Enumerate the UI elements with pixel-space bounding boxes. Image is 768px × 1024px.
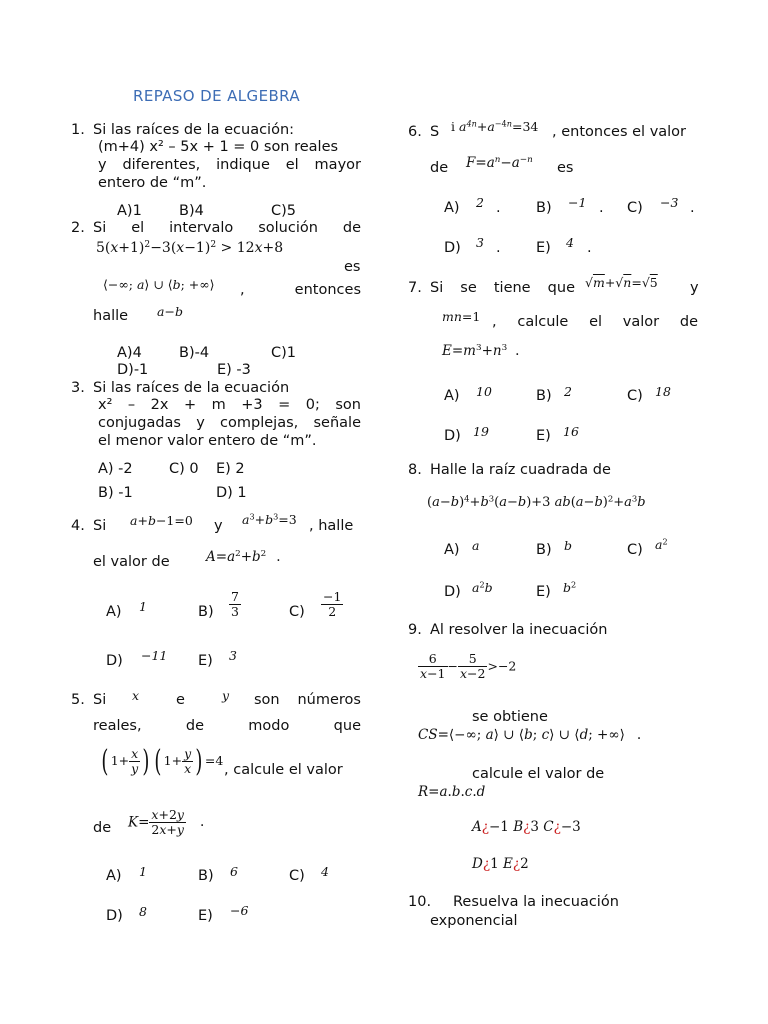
q1-text-line4: entero de “m”.	[98, 175, 207, 191]
q5-value-c: 4	[321, 864, 329, 879]
q5-label-d: D)	[106, 908, 123, 924]
q3-option-b: B) -1	[98, 485, 133, 501]
q3-text-line3: conjugadas y complejas, señale	[98, 415, 361, 431]
q5-condition-formula: ( 1+ $\frac{x}{y}$ ) ( 1+ $\frac{y}{x}$ ) =4	[101, 744, 224, 779]
q5-label-a: A)	[106, 868, 122, 884]
q10-text-line2: exponencial	[430, 913, 518, 929]
q3-option-d: D) 1	[216, 485, 247, 501]
q9-expression-R: R=a.b.c.d	[418, 784, 486, 800]
q8-value-a: a	[472, 538, 480, 553]
q8-label-a: A)	[444, 542, 460, 558]
q2-text-es: es	[344, 259, 361, 275]
q6-text-s: S	[430, 124, 440, 140]
q2-inequality-formula: $5(x+1)^2-3(x-1)^2 > 12x+8$	[96, 240, 284, 256]
q8-number: 8.	[408, 462, 422, 478]
q6-value-d: 3	[476, 235, 484, 250]
q2-interval-formula: ⟨−∞; a⟩ ∪ ⟨b; +∞⟩	[103, 277, 215, 292]
q8-text-line1: Halle la raíz cuadrada de	[430, 462, 611, 478]
q5-label-e: E)	[198, 908, 213, 924]
q8-label-d: D)	[444, 584, 461, 600]
q6-dot-c: .	[690, 200, 695, 216]
q6-expression-F: $F=a^n-a^{-n}$	[466, 155, 533, 171]
q4-label-d: D)	[106, 653, 123, 669]
q6-value-b: −1	[568, 195, 587, 210]
q5-number: 5.	[71, 692, 85, 708]
q9-text-obtiene: se obtiene	[472, 709, 548, 725]
q5-value-b: 6	[230, 864, 238, 879]
q4-expression-A: $A=a^2+b^2$ .	[206, 549, 281, 565]
q7-value-b: 2	[564, 384, 572, 399]
q5-value-e: −6	[230, 903, 249, 918]
q8-polynomial-formula: $(a-b)^4+b^3(a-b)+3$ $ab(a-b)^2+a^3b$	[427, 493, 646, 510]
q7-text-calcule: , calcule el valor de	[492, 314, 698, 330]
q6-dot-a: .	[496, 200, 501, 216]
q9-inequality-formula: $\frac{6}{x-1}$ − $\frac{5}{x-2}$ >−2	[420, 651, 517, 682]
q3-option-e: E) 2	[216, 461, 245, 477]
q6-text-entonces: , entonces el valor	[552, 124, 687, 140]
q4-text-halle: , halle	[309, 518, 354, 534]
q5-variable-x: x	[132, 688, 140, 703]
q4-text-valor: el valor de	[93, 554, 170, 570]
q6-value-c: −3	[660, 195, 679, 210]
q5-label-b: B)	[198, 868, 214, 884]
q8-label-c: C)	[627, 542, 643, 558]
q8-label-b: B)	[536, 542, 552, 558]
q4-condition-cubes: $a^3+b^3=3$	[242, 511, 297, 527]
q8-value-d: $a^2b$	[472, 579, 493, 595]
q7-label-d: D)	[444, 428, 461, 444]
q3-text-line4: el menor valor entero de “m”.	[98, 433, 317, 449]
q7-label-c: C)	[627, 388, 643, 404]
q1-text-line1: Si las raíces de la ecuación:	[93, 122, 295, 138]
q6-number: 6.	[408, 124, 422, 140]
q4-label-a: A)	[106, 604, 122, 620]
q7-value-e: 16	[563, 424, 579, 439]
q5-value-d: 8	[139, 904, 147, 919]
q7-expression-E: $E=m^3+n^3$ .	[442, 343, 520, 359]
q8-value-b: b	[564, 538, 573, 553]
q7-text-line1: Si se tiene que	[430, 280, 575, 296]
q2-text-line1: Si el intervalo solución de	[93, 220, 361, 236]
q1-number: 1.	[71, 122, 85, 138]
q5-value-a: 1	[139, 864, 147, 879]
q9-solution-set: CS=⟨−∞; a⟩ ∪ ⟨b; c⟩ ∪ ⟨d; +∞⟩ .	[418, 727, 642, 743]
q4-number: 4.	[71, 518, 85, 534]
q2-option-e: E) -3	[217, 362, 251, 378]
q4-value-b: $\frac{7}{3}$	[231, 589, 239, 620]
q9-text-calcule: calcule el valor de	[472, 766, 605, 782]
q2-option-b: B)-4	[179, 345, 210, 361]
q7-condition-sqrt: √m+√n=√5	[585, 275, 658, 290]
q9-number: 9.	[408, 622, 422, 638]
q1-option-b: B)4	[179, 203, 204, 219]
q1-option-a: A)1	[117, 203, 142, 219]
q7-label-b: B)	[536, 388, 552, 404]
q5-text-e: e	[176, 692, 185, 708]
q6-value-e: 4	[566, 235, 574, 250]
q4-text-y: y	[214, 518, 223, 534]
q1-option-c: C)5	[271, 203, 297, 219]
q10-number: 10.	[408, 894, 432, 910]
q2-option-c: C)1	[271, 345, 297, 361]
q2-option-d: D)-1	[117, 362, 149, 378]
q4-condition-sum: a+b−1=0	[130, 513, 193, 528]
q6-label-a: A)	[444, 200, 460, 216]
q3-text-line2: x² – 2x + m +3 = 0; son	[98, 397, 361, 413]
q3-option-a: A) -2	[98, 461, 133, 477]
q6-text-de: de	[430, 160, 449, 176]
q5-text-son: son números	[254, 692, 361, 708]
q4-value-d: −11	[141, 648, 168, 663]
q7-condition-mn: mn=1	[442, 309, 481, 324]
q2-expression-a-minus-b: a−b	[157, 304, 183, 319]
q6-dot-e: .	[587, 240, 592, 256]
q6-text-es: es	[557, 160, 574, 176]
q4-label-c: C)	[289, 604, 305, 620]
q6-label-b: B)	[536, 200, 552, 216]
q5-expression-K: K= $\frac{x+2y}{2x+y}$ .	[128, 807, 205, 838]
q1-text-line2: (m+4) x² – 5x + 1 = 0 son reales	[98, 139, 339, 155]
q2-text-halle: halle	[93, 308, 129, 324]
page-title: REPASO DE ALGEBRA	[133, 87, 301, 105]
q7-value-c: 18	[655, 384, 671, 399]
q6-value-a: 2	[476, 195, 484, 210]
q8-label-e: E)	[536, 584, 551, 600]
q4-value-a: 1	[139, 599, 147, 614]
q6-dot-d: .	[496, 240, 501, 256]
q5-label-c: C)	[289, 868, 305, 884]
q5-text-de: de	[93, 820, 112, 836]
q3-text-line1: Si las raíces de la ecuación	[93, 380, 290, 396]
q8-value-e: $b^2$	[563, 579, 577, 595]
q6-condition-formula: i $a^{4n}+a^{-4n}=34$	[451, 118, 539, 134]
q2-number: 2.	[71, 220, 85, 236]
q4-value-e: 3	[229, 648, 237, 663]
q5-text-calcule: , calcule el valor	[224, 762, 343, 778]
q9-options-row1: A¿−1 B¿3 C¿−3	[472, 819, 581, 835]
q4-label-b: B)	[198, 604, 214, 620]
q2-option-a: A)4	[117, 345, 142, 361]
q9-text-line1: Al resolver la inecuación	[430, 622, 608, 638]
q6-dot-b: .	[599, 200, 604, 216]
q9-options-row2: D¿1 E¿2	[472, 856, 529, 872]
q5-text-si: Si	[93, 692, 107, 708]
q4-value-c: $\frac{-1}{2}$	[323, 589, 342, 620]
q5-variable-y: y	[222, 688, 230, 703]
q6-label-c: C)	[627, 200, 643, 216]
q4-text-si: Si	[93, 518, 107, 534]
q1-text-line3: y diferentes, indique el mayor	[98, 157, 361, 173]
q7-number: 7.	[408, 280, 422, 296]
q7-value-a: 10	[476, 384, 492, 399]
q7-label-e: E)	[536, 428, 551, 444]
q5-text-line2: reales, de modo que	[93, 718, 361, 734]
q4-label-e: E)	[198, 653, 213, 669]
q6-label-e: E)	[536, 240, 551, 256]
q3-option-c: C) 0	[169, 461, 199, 477]
q7-text-y: y	[690, 280, 699, 296]
q2-text-entonces: , entonces	[240, 282, 361, 298]
q6-label-d: D)	[444, 240, 461, 256]
q7-label-a: A)	[444, 388, 460, 404]
q3-number: 3.	[71, 380, 85, 396]
q8-value-c: $a^2$	[655, 536, 668, 552]
q10-text-line1: Resuelva la inecuación	[453, 894, 619, 910]
q7-value-d: 19	[473, 424, 489, 439]
